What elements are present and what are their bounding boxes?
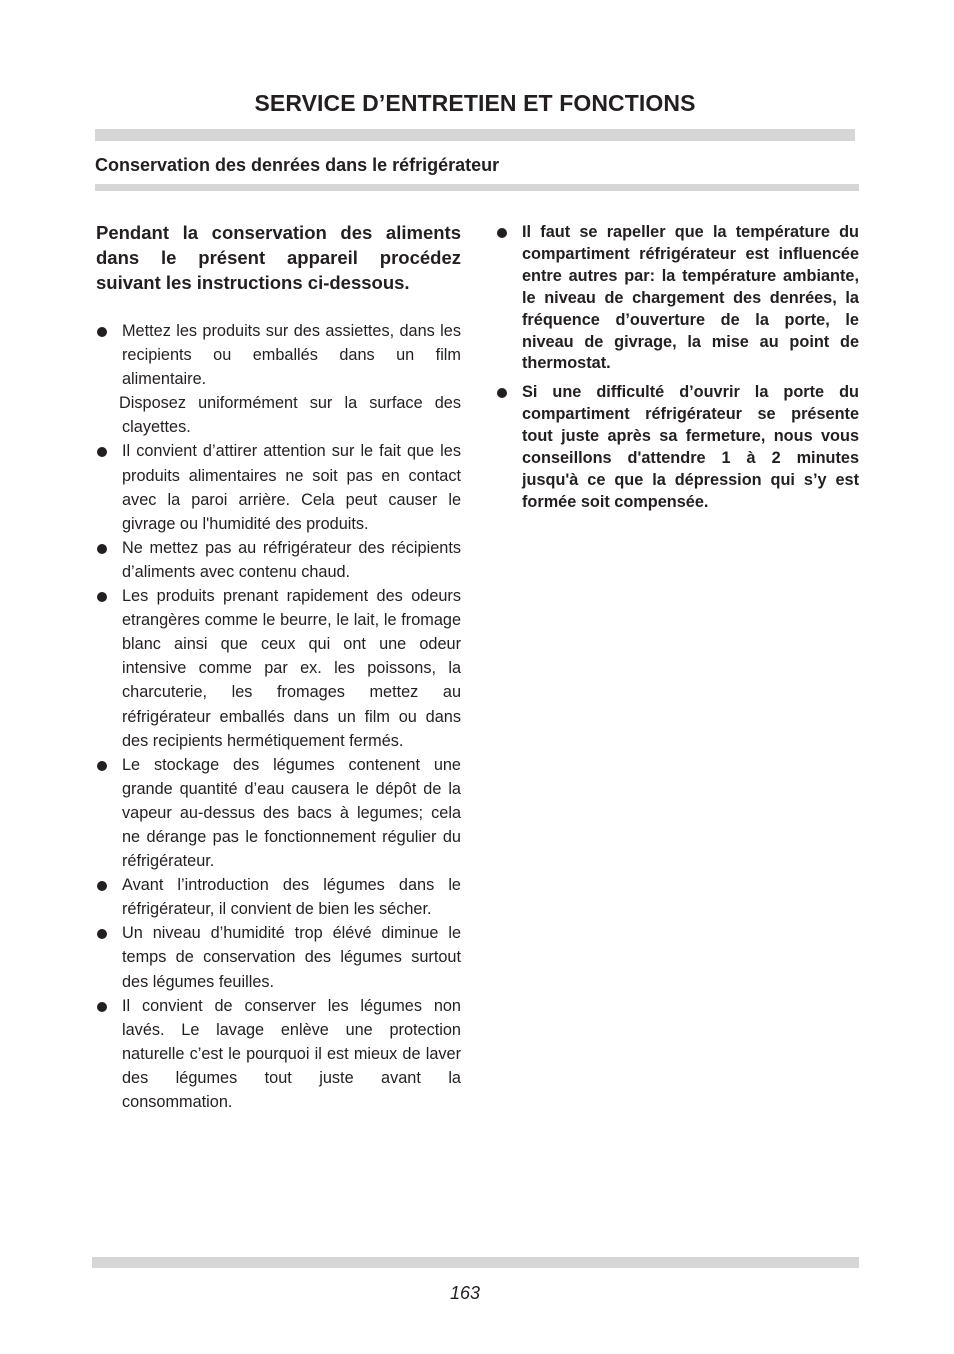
- bullet-icon: [97, 327, 107, 337]
- list-item-text: Ne mettez pas au réfrigérateur des récipients d’aliments avec contenu chaud.: [122, 538, 461, 581]
- list-item-text: Le stockage des légumes contenent une grande quantité d’eau causera le dépôt de la vapeur au-dessus des bacs à legumes; cela ne dérange pas le fonctionnement régulier du réfrigérateur.: [122, 755, 461, 871]
- list-item-text: Il convient d’attirer attention sur le fait que les produits alimentaires ne soit pas en contact avec la paroi arrière. Cela peut causer le givrage ou l'humidité des produits.: [122, 442, 461, 533]
- instruction-list: [96, 319, 461, 1114]
- list-item: [96, 753, 461, 873]
- list-item-text: Un niveau d’humidité trop élévé diminue le temps de conservation des légumes surtout des légumes feuilles.: [122, 924, 461, 991]
- list-item: [96, 994, 461, 1114]
- section-title: Conservation des denrées dans le réfrigérateur: [95, 155, 500, 175]
- page-number: 163: [449, 1283, 481, 1303]
- bullet-icon: [97, 881, 107, 891]
- list-item: [496, 222, 859, 375]
- list-item-text: Avant l’introduction des légumes dans le réfrigérateur, il convient de bien les sécher.: [122, 876, 461, 919]
- right-column: [496, 222, 859, 521]
- list-item-extra-text: Disposez uniformément sur la surface des clayettes.: [119, 394, 461, 437]
- left-column: [96, 220, 461, 1114]
- header-divider: [95, 129, 855, 141]
- list-item-text: Il convient de conserver les légumes non lavés. Le lavage enlève une protection naturelle c’est le pourquoi il est mieux de laver des légumes tout juste avant la consommation.: [122, 996, 461, 1111]
- list-item-text: Il faut se rapeller que la température du compartiment réfrigérateur est influencée entre autres par: la température ambiante, le niveau de chargement des denrées, la fréquence d’ouverture de la porte, le niveau de givrage, la mise au point de thermostat.: [522, 223, 859, 373]
- page-title: SERVICE D’ENTRETIEN ET FONCTIONS: [254, 90, 696, 116]
- bullet-icon: [97, 1002, 107, 1012]
- list-item: [96, 873, 461, 921]
- list-item: [96, 439, 461, 535]
- bullet-icon: [497, 388, 507, 398]
- footer-divider: [92, 1257, 859, 1268]
- bullet-icon: [97, 447, 107, 457]
- list-item-text: Mettez les produits sur des assiettes, dans les recipients ou emballés dans un film alimentaire.: [122, 322, 461, 389]
- bullet-icon: [97, 929, 107, 939]
- list-item: [96, 319, 461, 439]
- list-item: [96, 921, 461, 993]
- bullet-icon: [97, 544, 107, 554]
- bullet-icon: [497, 228, 507, 238]
- list-item-text: Les produits prenant rapidement des odeurs etrangères comme le beurre, le lait, le fromage blanc ainsi que ceux qui ont une odeur intensive comme par ex. les poissons, la charcuterie, les fromages mettez au réfrigérateur emballés dans un film ou dans des recipients hermétiquement fermés.: [122, 587, 461, 750]
- section-divider: [95, 184, 859, 191]
- note-list: [496, 222, 859, 514]
- list-item: [96, 536, 461, 584]
- list-item: [96, 584, 461, 753]
- bullet-icon: [97, 592, 107, 602]
- intro-paragraph: Pendant la conservation des aliments dans le présent appareil procédez suivant les instructions ci-dessous.: [96, 222, 461, 293]
- bullet-icon: [97, 761, 107, 771]
- list-item: [496, 382, 859, 513]
- list-item-text: Si une difficulté d’ouvrir la porte du compartiment réfrigérateur se présente tout juste après sa fermeture, nous vous conseillons d'attendre 1 à 2 minutes jusqu'à ce que la dépression qui s’y est formée soit compensée.: [522, 383, 859, 511]
